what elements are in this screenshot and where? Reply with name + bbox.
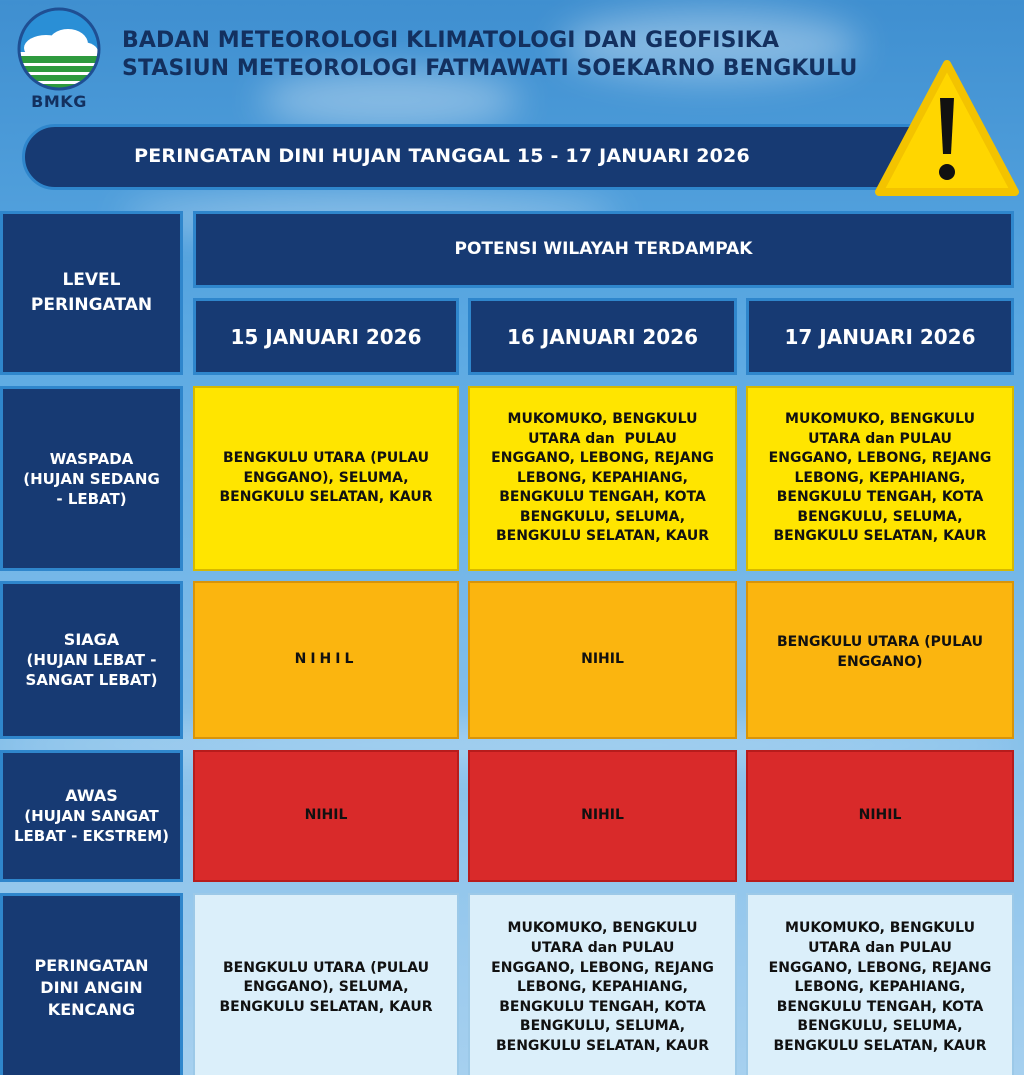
level-line: (HUJAN LEBAT - xyxy=(26,651,157,669)
cell-line: UTARA dan PULAU xyxy=(528,430,677,447)
logo-label: BMKG xyxy=(31,92,87,111)
level-line: DINI ANGIN xyxy=(40,978,143,997)
cell-line: NIHIL xyxy=(858,807,902,824)
cell-line: BENGKULU UTARA (PULAU xyxy=(223,959,429,976)
cell-line: BENGKULU SELATAN, KAUR xyxy=(495,528,709,545)
cell-line: MUKOMUKO, BENGKULU xyxy=(507,920,698,937)
level-waspada xyxy=(0,386,183,571)
cell-line: NIHIL xyxy=(581,807,624,824)
cell-line: BENGKULU UTARA (PULAU xyxy=(777,634,983,651)
area-header: POTENSI WILAYAH TERDAMPAK xyxy=(193,211,1014,288)
date-header: 15 JANUARI 2026 xyxy=(193,298,459,375)
level-header-line: LEVEL xyxy=(62,270,121,290)
angin-cell xyxy=(468,893,737,1075)
cell-line: BENGKULU TENGAH, KOTA xyxy=(776,489,984,506)
cell-line: ENGGANO) xyxy=(837,654,923,670)
siaga-cell xyxy=(468,581,737,739)
cell-line: MUKOMUKO, BENGKULU xyxy=(785,410,975,427)
cell-line: MUKOMUKO, BENGKULU xyxy=(785,920,975,937)
cell-line: BENGKULU TENGAH, KOTA xyxy=(776,998,984,1015)
level-header xyxy=(0,211,183,375)
waspada-cell xyxy=(193,386,459,571)
cell-line: UTARA dan PULAU xyxy=(808,430,952,447)
bmkg-logo xyxy=(16,6,102,111)
level-line: LEBAT - EKSTREM) xyxy=(13,827,170,845)
awas-cell xyxy=(746,750,1014,882)
angin-cell xyxy=(193,893,459,1075)
level-line: - LEBAT) xyxy=(56,489,127,508)
cell-line: UTARA dan PULAU xyxy=(808,940,952,957)
cell-line: NIHIL xyxy=(581,651,624,668)
cell-line: BENGKULU SELATAN, KAUR xyxy=(773,528,987,545)
warning-icon xyxy=(874,58,1020,200)
level-line: KENCANG xyxy=(47,1000,136,1019)
cell-line: LEBONG, KEPAHIANG, xyxy=(794,469,966,486)
cell-line: BENGKULU TENGAH, KOTA xyxy=(499,998,706,1015)
siaga-cell xyxy=(193,581,459,739)
siaga-cell xyxy=(746,581,1014,739)
cell-line: BENGKULU, SELUMA, xyxy=(519,1018,686,1035)
cell-line: LEBONG, KEPAHIANG, xyxy=(517,469,688,486)
cell-line: BENGKULU, SELUMA, xyxy=(519,508,686,525)
org-name: BADAN METEOROLOGI KLIMATOLOGI DAN GEOFISIKA xyxy=(122,28,780,53)
cell-line: BENGKULU UTARA (PULAU xyxy=(223,450,429,467)
level-line: (HUJAN SEDANG xyxy=(23,469,160,488)
waspada-cell xyxy=(468,386,737,571)
cell-line: ENGGANO, LEBONG, REJANG xyxy=(768,959,992,976)
awas-cell xyxy=(193,750,459,882)
cell-line: LEBONG, KEPAHIANG, xyxy=(517,979,688,996)
date-header: 16 JANUARI 2026 xyxy=(468,298,737,375)
level-line: SANGAT LEBAT) xyxy=(25,671,158,689)
cell-line: BENGKULU SELATAN, KAUR xyxy=(219,998,433,1015)
cell-line: ENGGANO, LEBONG, REJANG xyxy=(491,450,714,467)
cell-line: BENGKULU SELATAN, KAUR xyxy=(495,1037,709,1054)
level-angin-kencang xyxy=(0,893,183,1075)
level-line: PERINGATAN xyxy=(34,956,149,975)
level-line: SIAGA xyxy=(63,630,120,649)
station-name: STASIUN METEOROLOGI FATMAWATI SOEKARNO BENGKULU xyxy=(122,56,858,81)
level-awas xyxy=(0,750,183,882)
cell-line: NIHIL xyxy=(304,807,348,824)
cell-line: ENGGANO, LEBONG, REJANG xyxy=(491,959,714,976)
cell-line: ENGGANO), SELUMA, xyxy=(243,979,409,996)
page-title: PERINGATAN DINI HUJAN TANGGAL 15 - 17 JANUARI 2026 xyxy=(134,145,750,167)
title-banner xyxy=(22,124,942,190)
cell-line: BENGKULU, SELUMA, xyxy=(797,508,963,525)
cell-line: BENGKULU, SELUMA, xyxy=(797,1018,963,1035)
cell-line: BENGKULU SELATAN, KAUR xyxy=(773,1037,987,1054)
cell-line: MUKOMUKO, BENGKULU xyxy=(507,410,698,427)
waspada-cell xyxy=(746,386,1014,571)
cell-line: LEBONG, KEPAHIANG, xyxy=(794,979,966,996)
level-line: AWAS xyxy=(65,786,118,805)
level-header-line: PERINGATAN xyxy=(30,295,153,315)
bmkg-logo-icon xyxy=(16,6,102,92)
cell-line: NIHIL xyxy=(294,651,358,668)
level-siaga xyxy=(0,581,183,739)
level-line: WASPADA xyxy=(49,449,134,468)
cell-line: BENGKULU SELATAN, KAUR xyxy=(219,489,433,506)
cell-line: ENGGANO, LEBONG, REJANG xyxy=(768,450,992,467)
level-line: (HUJAN SANGAT xyxy=(24,807,159,825)
cell-line: UTARA dan PULAU xyxy=(530,940,675,957)
cell-line: ENGGANO), SELUMA, xyxy=(243,469,409,486)
angin-cell xyxy=(746,893,1014,1075)
awas-cell xyxy=(468,750,737,882)
date-header: 17 JANUARI 2026 xyxy=(746,298,1014,375)
cell-line: BENGKULU TENGAH, KOTA xyxy=(499,489,706,506)
